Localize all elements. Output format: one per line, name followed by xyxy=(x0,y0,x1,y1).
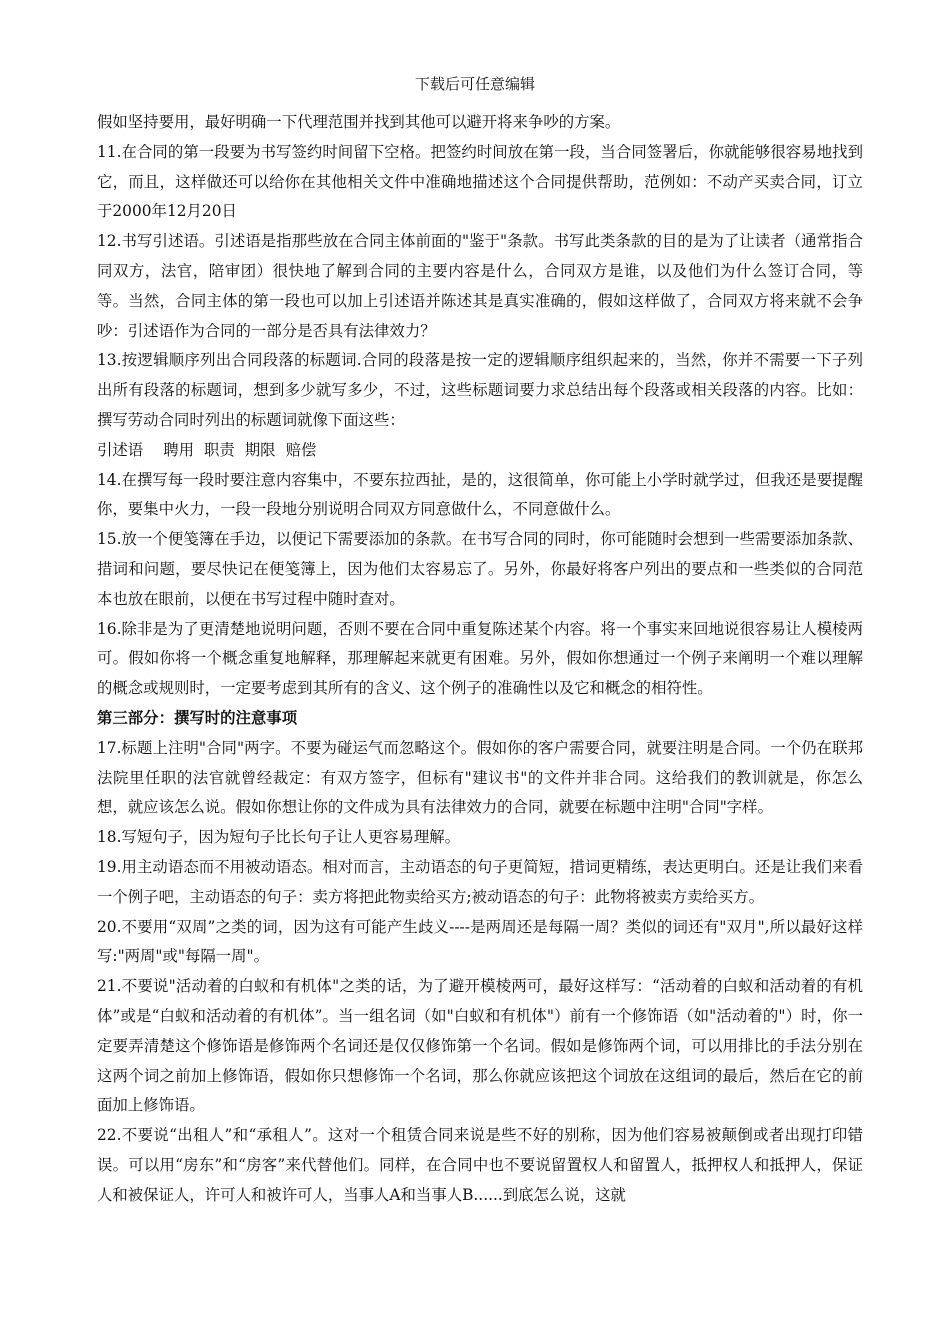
paragraph-17: 17.标题上注明"合同"两字。不要为碰运气而忽略这个。假如你的客户需要合同，就要注明是合同。一个仍在联邦法院里任职的法官就曾经裁定：有双方签字，但标有"建议书"的文件并非合同。这给我们的教训就是，你怎么想，就应该怎么说。假如你想让你的文件成为具有法律效力的合同，就要在标题中注明"合同"字样。 xyxy=(97,738,863,817)
keyword: 期限 xyxy=(244,440,276,459)
section-heading: 第三部分：撰写时的注意事项 xyxy=(97,708,298,727)
paragraph-continuation: 假如坚持要用，最好明确一下代理范围并找到其他可以避开将来争吵的方案。 xyxy=(97,113,621,131)
paragraph-20: 20.不要用“双周”之类的词，因为这有可能产生歧义----是两周还是每隔一周？类似的词还有"双月",所以最好这样写:"两周"或"每隔一周"。 xyxy=(97,917,863,966)
paragraph-19: 19.用主动语态而不用被动语态。相对而言，主动语态的句子更简短，措词更精练，表达更明白。还是让我们来看一个例子吧，主动语态的句子：卖方将把此物卖给买方;被动语态的句子：此物将被卖方卖给买方。 xyxy=(97,857,863,906)
paragraph-15: 15.放一个便笺簿在手边，以便记下需要添加的条款。在书写合同的同时，你可能随时会想到一些需要添加条款、措词和问题，要尽快记在便笺簿上，因为他们太容易忘了。另外，你最好将客户列出的要点和一些类似的合同范本也放在眼前，以便在书写过程中随时查对。 xyxy=(97,530,863,608)
keyword: 聘用 xyxy=(163,440,194,459)
paragraph-16: 16.除非是为了更清楚地说明问题，否则不要在合同中重复陈述某个内容。将一个事实来回地说很容易让人模棱两可。假如你将一个概念重复地解释，那理解起来就更有困难。另外，假如你想通过一个例子来阐明一个难以理解的概念或规则时，一定要考虑到其所有的含义、这个例子的准确性以及它和概念的相符性。 xyxy=(97,619,863,698)
keyword: 赔偿 xyxy=(285,440,317,459)
paragraph-18: 18.写短句子，因为短句子比长句子让人更容易理解。 xyxy=(97,828,461,847)
paragraph-11: 11.在合同的第一段要为书写签约时间留下空格。把签约时间放在第一段，当合同签署后，你就能够很容易地找到它，而且，这样做还可以给你在其他相关文件中准确地描述这个合同提供帮助，范例如：不动产买卖合同，订立于2000年12月20日 xyxy=(97,142,863,221)
document-body xyxy=(97,108,863,1210)
heading-keywords-line xyxy=(97,436,863,466)
paragraph-22: 22.不要说“出租人”和“承租人”。这对一个租赁合同来说是些不好的别称，因为他们容易被颠倒或者出现打印错误。可以用“房东”和“房客”来代替他们。同样，在合同中也不要说留置权人和留置人，抵押权人和抵押人，保证人和被保证人，许可人和被许可人，当事人A和当事人B......到底怎么说，这就 xyxy=(97,1126,863,1204)
paragraph-13: 13.按逻辑顺序列出合同段落的标题词.合同的段落是按一定的逻辑顺序组织起来的，当然，你并不需要一下子列出所有段落的标题词，想到多少就写多少，不过，这些标题词要力求总结出每个段落或相关段落的内容。比如：撰写劳动合同时列出的标题词就像下面这些： xyxy=(97,351,863,429)
paragraph-14: 14.在撰写每一段时要注意内容集中，不要东拉西扯，是的，这很简单，你可能上小学时就学过，但我还是要提醒你，要集中火力，一段一段地分别说明合同双方同意做什么，不同意做什么。 xyxy=(97,470,863,519)
keyword: 引述语 xyxy=(97,440,144,459)
keyword: 职责 xyxy=(203,440,235,459)
page-header: 下载后可任意编辑 xyxy=(414,75,535,93)
paragraph-12: 12.书写引述语。引述语是指那些放在合同主体前面的"鉴于"条款。书写此类条款的目的是为了让读者（通常指合同双方，法官，陪审团）很快地了解到合同的主要内容是什么，合同双方是谁，以及他们为什么签订合同，等等。当然，合同主体的第一段也可以加上引述语并陈述其是真实准确的，假如这样做了，合同双方将来就不会争吵：引述语作为合同的一部分是否具有法律效力？ xyxy=(97,232,863,340)
paragraph-21: 21.不要说"活动着的白蚁和有机体"之类的话，为了避开模棱两可，最好这样写：“活动着的白蚁和活动着的有机体”或是“白蚁和活动着的有机体”。当一组名词（如"白蚁和有机体"）前有一个修饰语（如"活动着的"）时，你一定要弄清楚这个修饰语是修饰两个名词还是仅仅修饰第一个名词。假如是修饰两个词，可以用排比的手法分别在这两个词之前加上修饰语，假如你只想修饰一个名词，那么你就应该把这个词放在这组词的最后，然后在它的前面加上修饰语。 xyxy=(97,977,863,1115)
